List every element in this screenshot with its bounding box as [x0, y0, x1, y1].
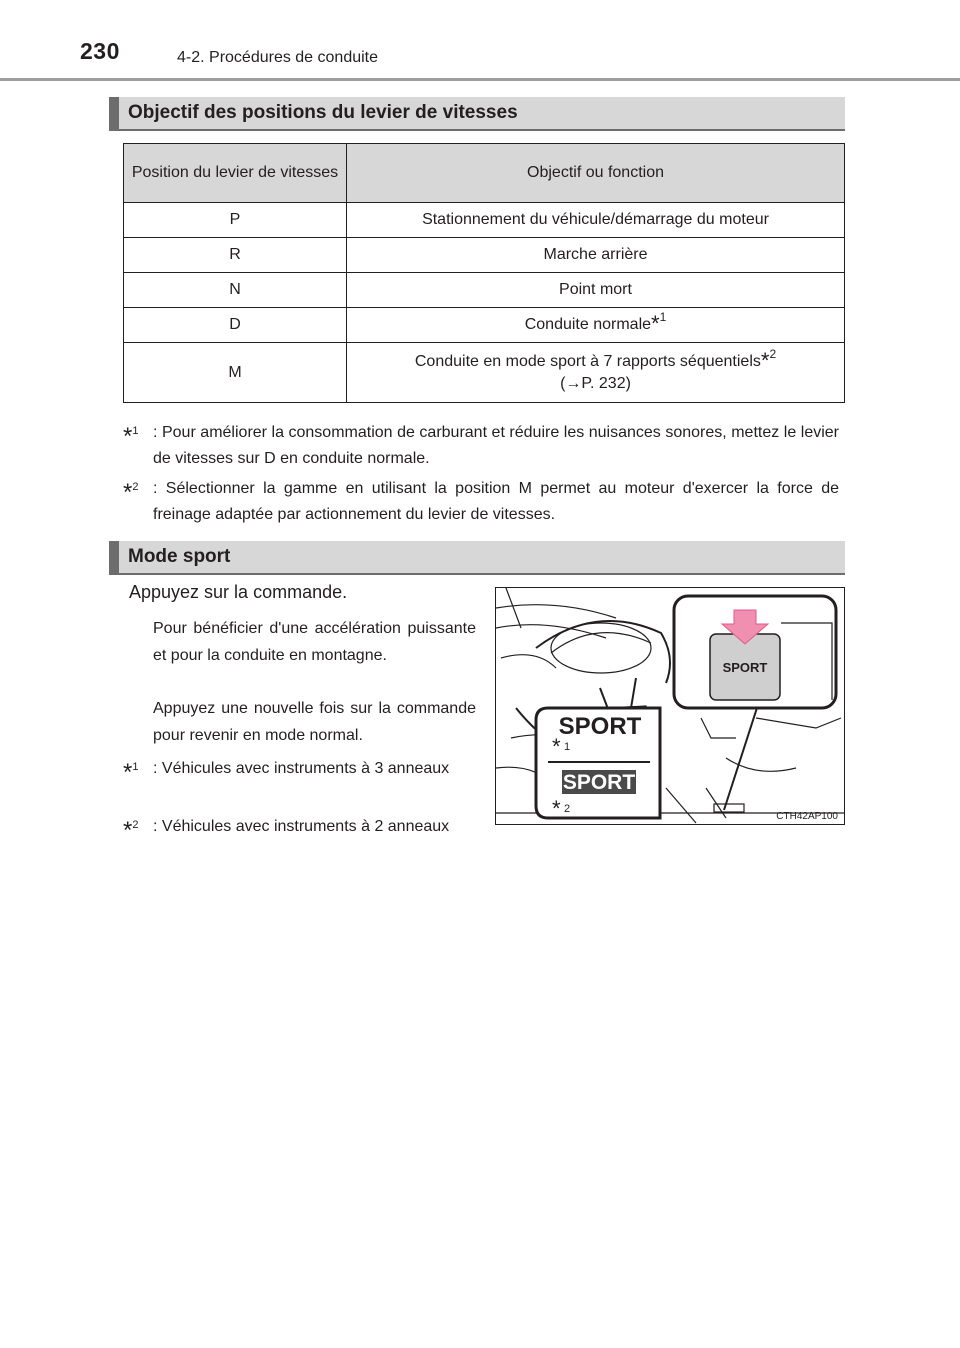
cell-function: Stationnement du véhicule/démarrage du moteur — [347, 203, 845, 238]
footnote-1 — [123, 420, 839, 472]
paragraph-return-normal: Appuyez une nouvelle fois sur la commande pour revenir en mode normal. — [153, 700, 476, 744]
asterisk-mark: * — [123, 423, 133, 450]
asterisk-mark: * — [651, 311, 660, 336]
note-number: 2 — [132, 819, 139, 831]
chapter-heading: 4-2. Procédures de conduite — [177, 49, 379, 66]
sport-mode-illustration — [495, 587, 845, 825]
indicator-sport-badge-text: SPORT — [562, 771, 636, 794]
note-number: 2 — [564, 803, 571, 815]
asterisk-mark: * — [760, 347, 770, 373]
cell-function — [347, 308, 845, 343]
section-title: Mode sport — [128, 546, 231, 567]
note-number: 2 — [132, 481, 139, 493]
cell-function: Point mort — [347, 273, 845, 308]
cell-position: M — [124, 343, 347, 403]
table-row — [124, 273, 845, 308]
table-row — [124, 343, 845, 403]
gear-position-table — [123, 143, 845, 403]
section-heading-gear-positions — [109, 97, 845, 131]
page-reference-link[interactable]: (→P. 232) — [560, 374, 631, 392]
indicator-sport-text: SPORT — [558, 713, 642, 740]
cell-function — [347, 343, 845, 403]
paragraph-purpose: Pour bénéficier d'une accélération puissante et pour la conduite en montagne. — [153, 620, 476, 664]
footnote-1 — [123, 757, 476, 786]
function-text: Conduite normale — [524, 316, 652, 333]
note-number: 1 — [132, 761, 139, 773]
footnote-text: : Véhicules avec instruments à 3 anneaux — [153, 760, 450, 777]
table-header-row — [124, 144, 845, 203]
asterisk-mark: * — [123, 479, 133, 506]
header-divider — [0, 78, 960, 81]
footnote-2 — [123, 476, 839, 528]
asterisk-mark: * — [123, 759, 133, 786]
sport-button-label: SPORT — [722, 660, 768, 675]
cell-position: N — [124, 273, 347, 308]
dashboard-drawing — [496, 588, 845, 825]
column-header-position: Position du levier de vitesses — [124, 144, 347, 203]
note-number: 1 — [132, 425, 139, 437]
note-number: 1 — [564, 741, 571, 753]
heading-accent-bar — [109, 97, 119, 129]
note-number: 2 — [769, 346, 777, 361]
footnote-text: : Pour améliorer la consommation de carburant et réduire les nuisances sonores, mettez le levier de vitesses sur D en conduite normale. — [153, 424, 839, 467]
asterisk-mark: * — [552, 734, 561, 759]
note-number: 1 — [659, 310, 667, 324]
instruction-text: Appuyez sur la commande. — [129, 582, 348, 602]
section-heading-sport-mode — [109, 541, 845, 575]
section-title: Objectif des positions du levier de vitesses — [128, 102, 518, 123]
table-row — [124, 308, 845, 343]
function-text: Conduite en mode sport à 7 rapports séquentiels — [414, 352, 761, 370]
footnote-text: : Sélectionner la gamme en utilisant la position M permet au moteur d'exercer la force de freinage adaptée par actionnement du levier de vitesses. — [153, 480, 839, 523]
footnote-2 — [123, 815, 476, 844]
cell-position: D — [124, 308, 347, 343]
illustration-code: CTH42AP100 — [776, 811, 838, 822]
page-number: 230 — [80, 38, 120, 64]
cell-position: R — [124, 238, 347, 273]
heading-accent-bar — [109, 541, 119, 573]
cell-position: P — [124, 203, 347, 238]
table-row — [124, 238, 845, 273]
asterisk-mark: * — [552, 796, 561, 821]
table-row — [124, 203, 845, 238]
footnote-text: : Véhicules avec instruments à 2 anneaux — [153, 818, 450, 835]
cell-function: Marche arrière — [347, 238, 845, 273]
column-header-function: Objectif ou fonction — [347, 144, 845, 203]
asterisk-mark: * — [123, 817, 133, 844]
